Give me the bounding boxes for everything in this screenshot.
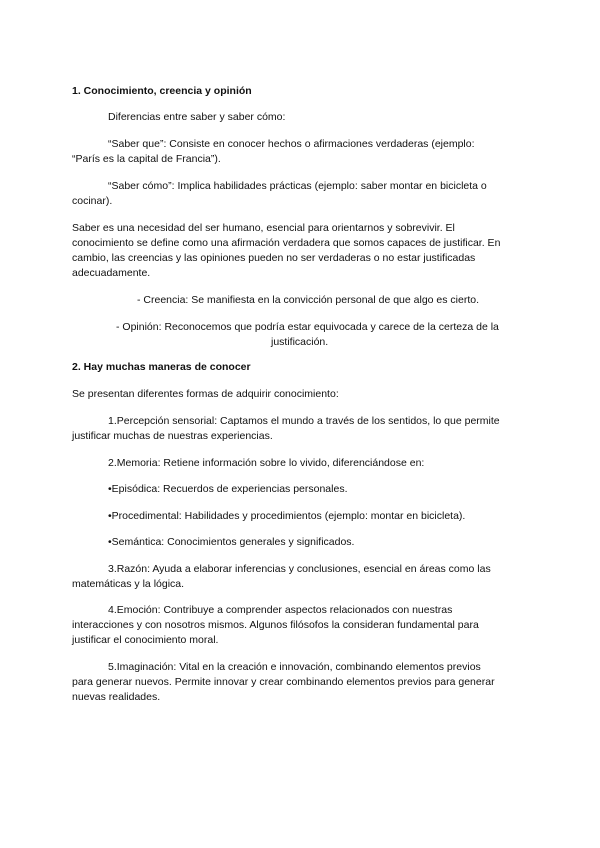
percepcion-line-1: 1.Percepción sensorial: Captamos el mundo a través de los sentidos, lo que permite — [108, 415, 500, 427]
creencia-definition: - Creencia: Se manifiesta en la convicción personal de que algo es cierto. — [137, 294, 480, 306]
paragraph-diferencias: Diferencias entre saber y saber cómo: — [108, 111, 286, 123]
saber-como-line-1: “Saber cómo”: Implica habilidades prácticas (ejemplo: saber montar en bicicleta o — [108, 180, 487, 192]
saber-necesidad-line-1: Saber es una necesidad del ser humano, esencial para orientarnos y sobrevivir. El — [72, 222, 455, 234]
saber-necesidad-line-2: conocimiento se define como una afirmación verdadera que somos capaces de justificar. En — [72, 237, 501, 249]
episodica-item: •Episódica: Recuerdos de experiencias personales. — [108, 483, 348, 495]
imaginacion-line-3: nuevas realidades. — [72, 691, 161, 703]
section-heading-1: 1. Conocimiento, creencia y opinión — [72, 85, 252, 97]
saber-necesidad-line-3: cambio, las creencias y las opiniones pueden no ser verdaderas o no estar justificadas — [72, 252, 476, 264]
opinion-line-1: - Opinión: Reconocemos que podría estar equivocada y carece de la certeza de la — [116, 321, 499, 333]
saber-como-line-2: cocinar). — [72, 195, 113, 207]
section-heading-2: 2. Hay muchas maneras de conocer — [72, 361, 251, 373]
saber-necesidad-line-4: adecuadamente. — [72, 267, 151, 279]
semantica-item: •Semántica: Conocimientos generales y significados. — [108, 536, 355, 548]
imaginacion-line-1: 5.Imaginación: Vital en la creación e innovación, combinando elementos previos — [108, 661, 481, 673]
opinion-line-2: justificación. — [271, 336, 329, 348]
memoria-item: 2.Memoria: Retiene información sobre lo vivido, diferenciándose en: — [108, 457, 425, 469]
emocion-line-2: interacciones y con nosotros mismos. Algunos filósofos la consideran fundamental para — [72, 619, 479, 631]
procedimental-item: •Procedimental: Habilidades y procedimientos (ejemplo: montar en bicicleta). — [108, 510, 466, 522]
imaginacion-line-2: para generar nuevos. Permite innovar y crear combinando elementos previos para generar — [72, 676, 495, 688]
razon-line-1: 3.Razón: Ayuda a elaborar inferencias y conclusiones, esencial en áreas como las — [108, 563, 491, 575]
saber-que-line-2: “París es la capital de Francia”). — [72, 153, 221, 165]
emocion-line-1: 4.Emoción: Contribuye a comprender aspectos relacionados con nuestras — [108, 604, 453, 616]
paragraph-formas: Se presentan diferentes formas de adquirir conocimiento: — [72, 388, 339, 400]
percepcion-line-2: justificar muchas de nuestras experiencias. — [72, 430, 273, 442]
saber-que-line-1: “Saber que”: Consiste en conocer hechos o afirmaciones verdaderas (ejemplo: — [108, 138, 475, 150]
emocion-line-3: justificar el conocimiento moral. — [72, 634, 219, 646]
razon-line-2: matemáticas y la lógica. — [72, 578, 185, 590]
